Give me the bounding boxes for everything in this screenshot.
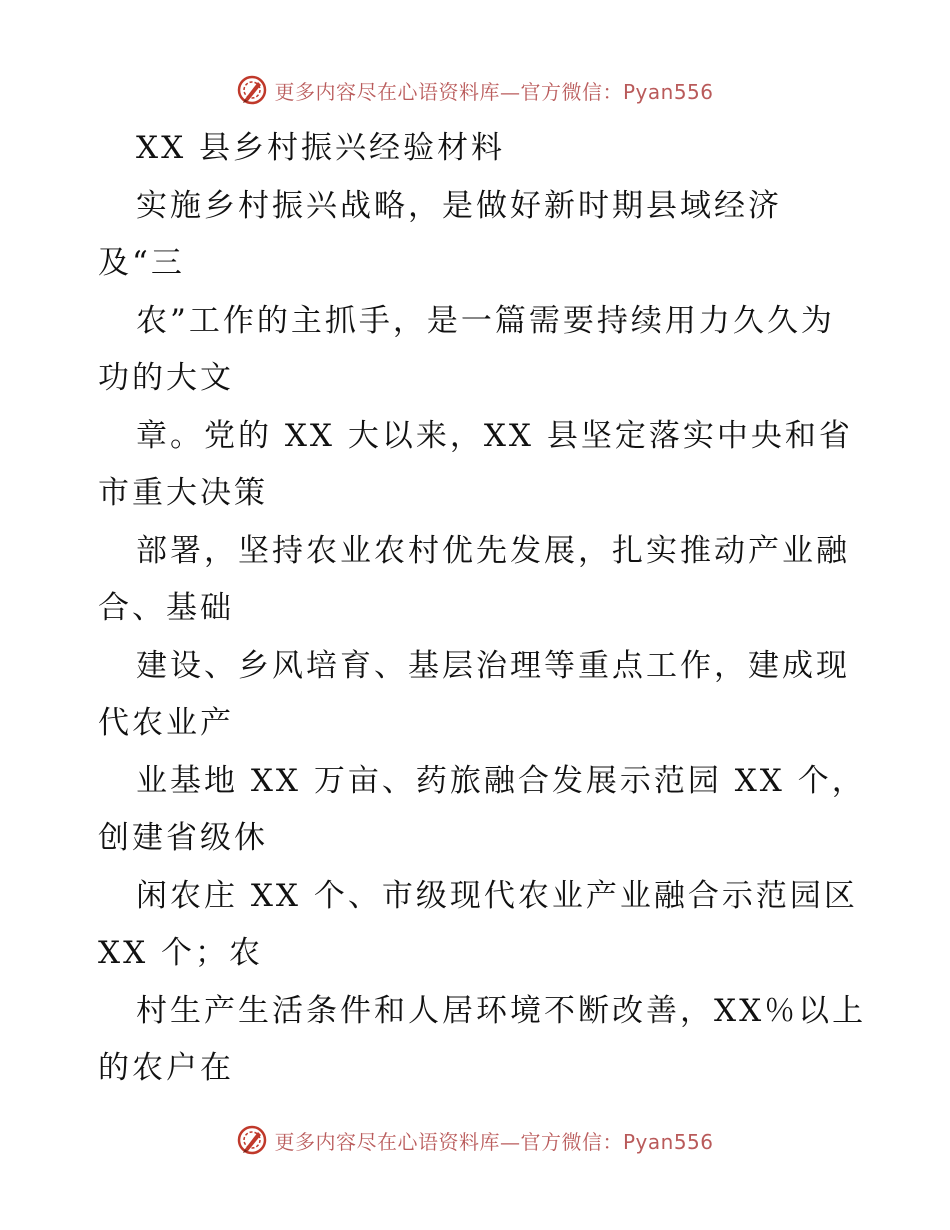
footer-banner-main: 更多内容尽在心语资料库—官方微信： (274, 1129, 623, 1154)
document-line: 市重大决策 (98, 475, 268, 511)
document-line: 实施乡村振兴战略，是做好新时期县域经济 (136, 187, 782, 224)
document-body (98, 120, 867, 1098)
document-line: 及“三 (98, 245, 185, 281)
document-line: 农”工作的主抓手，是一篇需要持续用力久久为 (136, 302, 835, 339)
document-line: 业基地 XX 万亩、药旅融合发展示范园 XX 个， (136, 762, 866, 799)
document-line: XX 个；农 (98, 935, 263, 971)
document-line: 建设、乡风培育、基层治理等重点工作，建成现 (136, 647, 850, 684)
pen-logo-icon (236, 1124, 268, 1156)
footer-banner-text (274, 1126, 713, 1155)
document-line: 合、基础 (98, 590, 234, 626)
header-banner-main: 更多内容尽在心语资料库—官方微信： (274, 79, 623, 104)
footer-banner-tag: Pyan556 (622, 1129, 714, 1154)
document-line: XX 县乡村振兴经验材料 (136, 130, 505, 166)
header-watermark (0, 70, 950, 110)
document-line: 村生产生活条件和人居环境不断改善，XX％以上 (136, 992, 867, 1029)
document-line: 闲农庄 XX 个、市级现代农业产业融合示范园区 (136, 877, 858, 914)
document-line: 功的大文 (98, 360, 234, 396)
document-line: 部署，坚持农业农村优先发展，扎实推动产业融 (136, 532, 850, 569)
header-banner-tag: Pyan556 (622, 79, 714, 104)
pen-logo-icon (236, 74, 268, 106)
document-line: 的农户在 (98, 1050, 234, 1086)
document-line: 创建省级休 (98, 820, 268, 856)
document-line: 章。党的 XX 大以来，XX 县坚定落实中央和省 (136, 417, 853, 454)
header-banner-text (274, 76, 713, 105)
footer-watermark (0, 1120, 950, 1160)
document-line: 代农业产 (98, 705, 234, 741)
